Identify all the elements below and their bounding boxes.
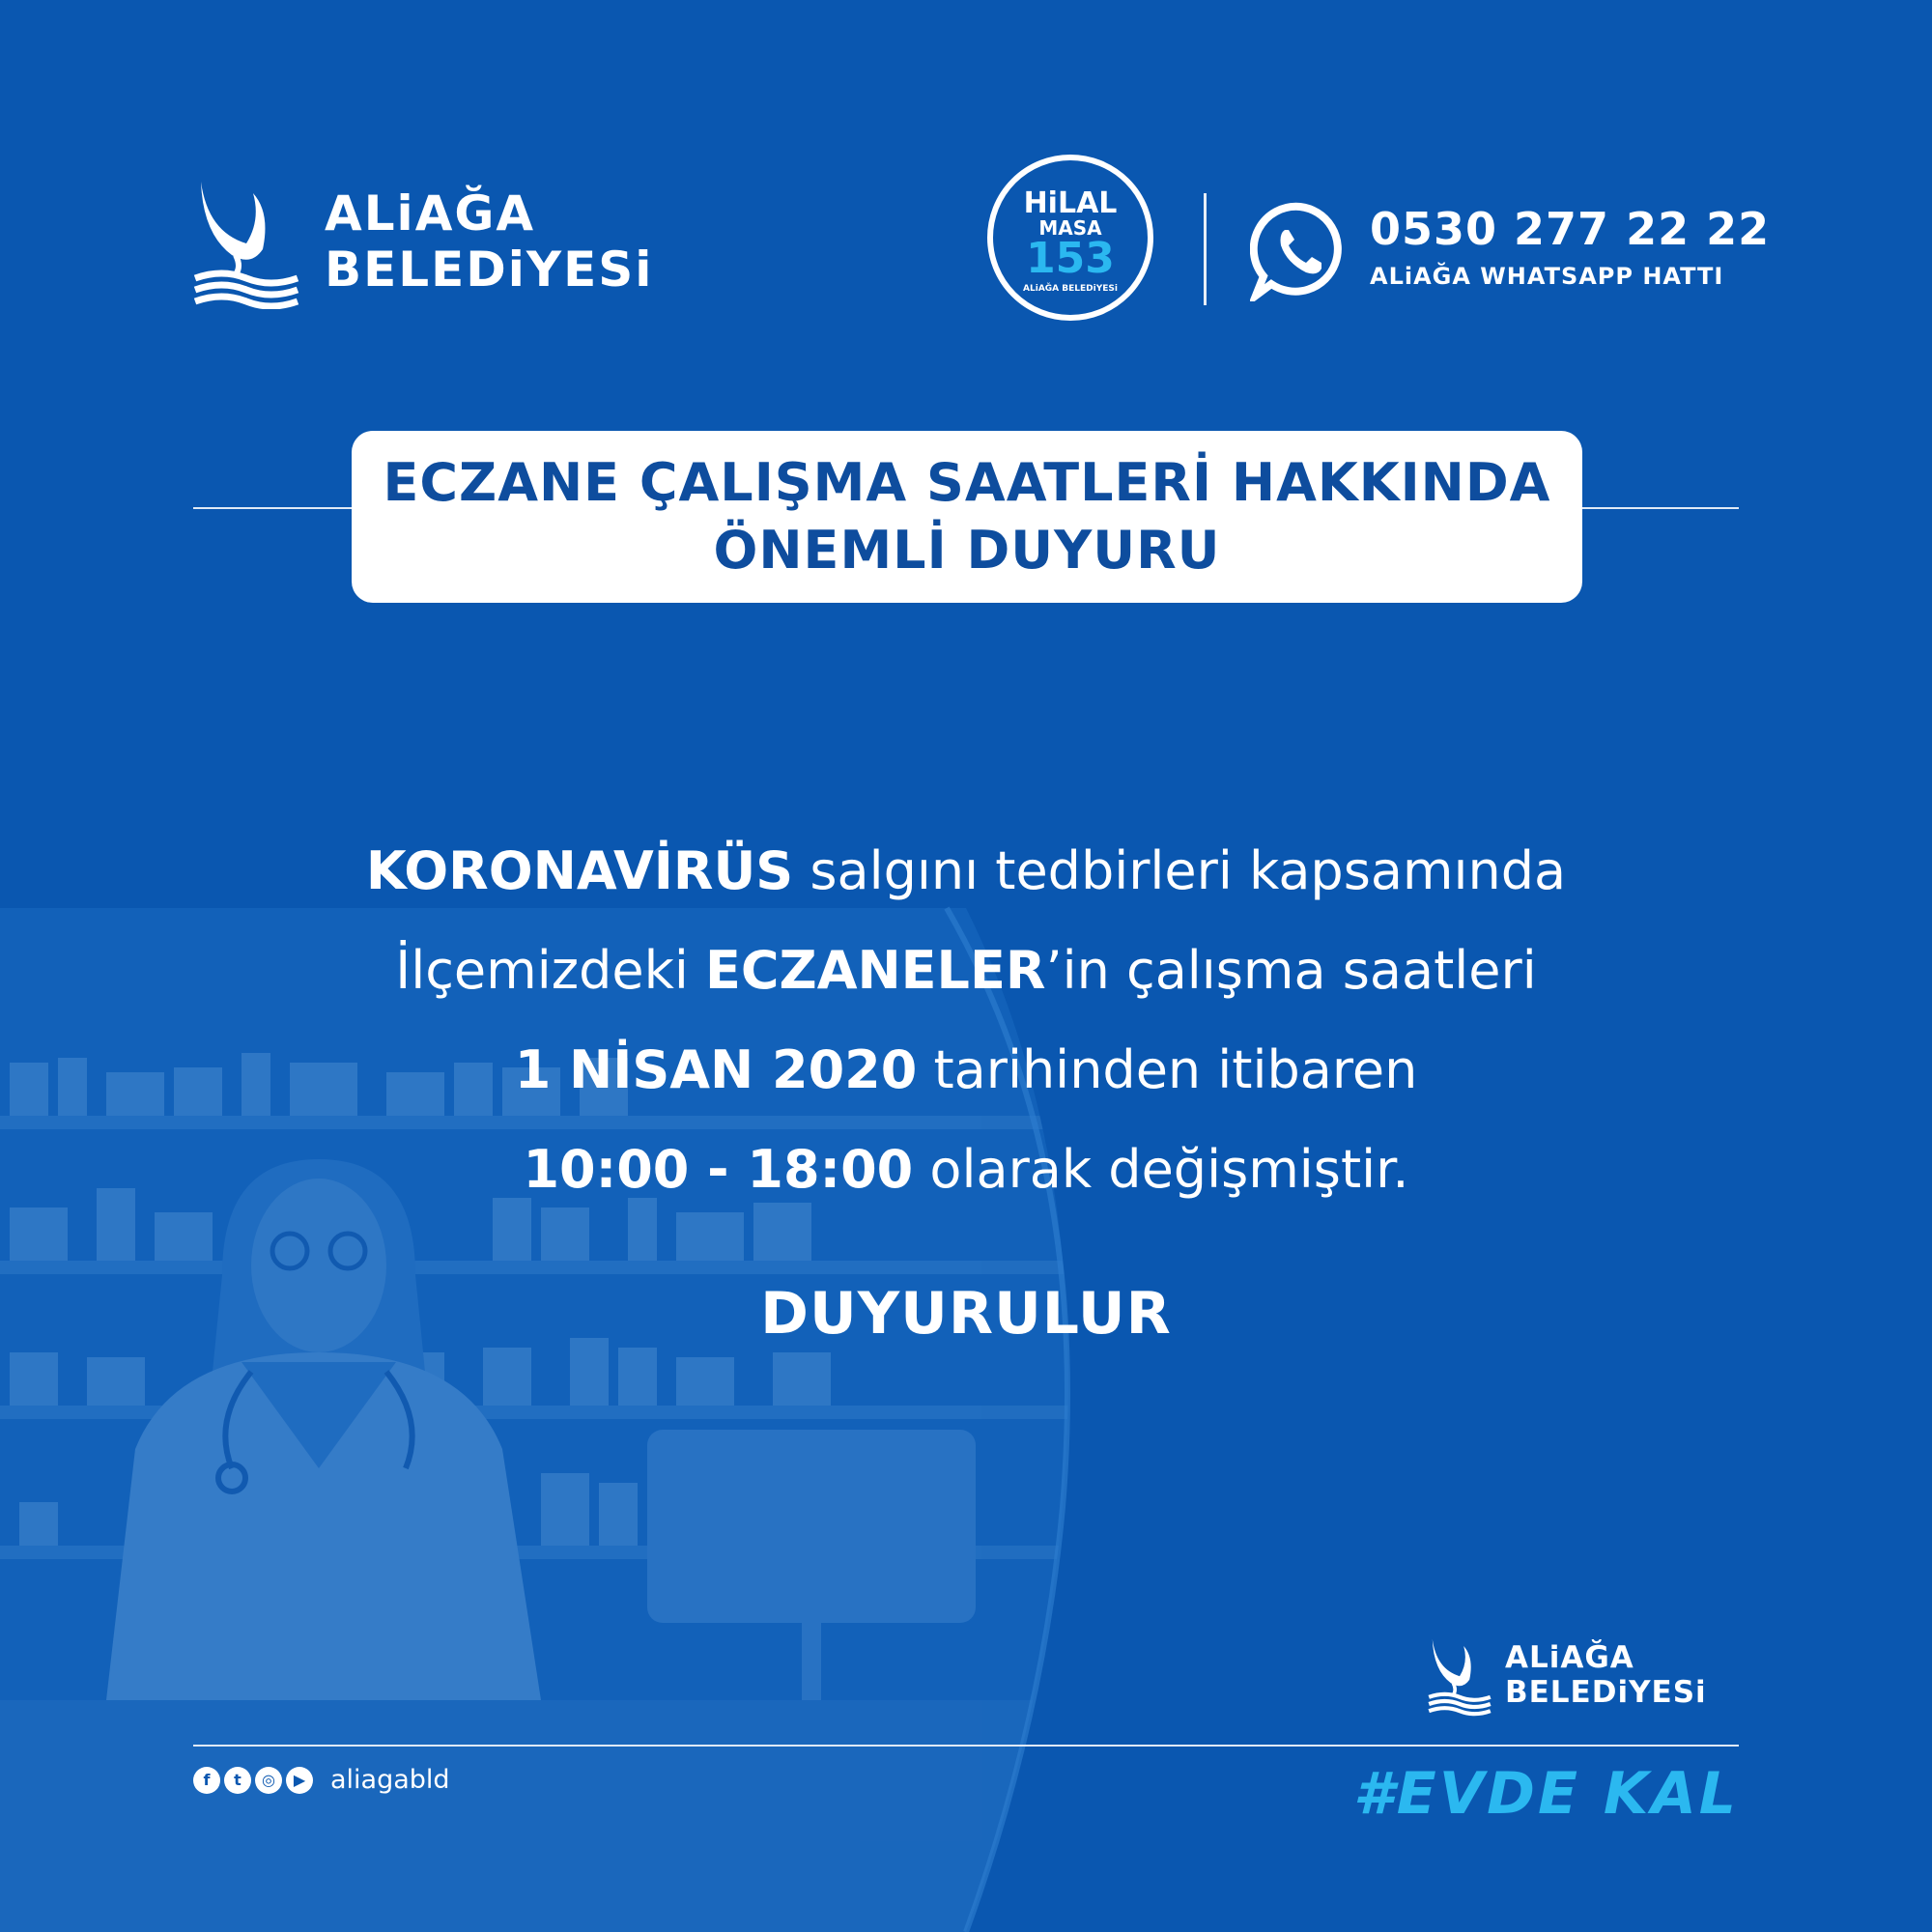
announcement-body [0,821,1932,1219]
badge-footer: ALiAĞA BELEDiYESi [1023,284,1118,294]
announcement-closing: DUYURULUR [760,1280,1172,1348]
logo-line2: BELEDiYESi [325,242,654,298]
body-line2 [0,921,1932,1020]
header-divider [1204,193,1207,305]
body-line2-pre: İlçemizdeki [395,940,706,1001]
body-line1-rest: salgını tedbirleri kapsamında [793,840,1567,901]
hashtag: #EVDE KAL [1352,1760,1739,1828]
body-line3-rest: tarihinden itibaren [917,1039,1418,1100]
logo-footer-line1: ALiAĞA [1505,1640,1634,1675]
social-handle[interactable]: aliagabld [330,1765,450,1795]
body-line3-bold: 1 NİSAN 2020 [514,1039,918,1100]
title-line1: ECZANE ÇALIŞMA SAATLERİ HAKKINDA [383,452,1551,513]
title-line2: ÖNEMLİ DUYURU [713,520,1221,581]
aliaga-logo-footer [1428,1631,1707,1719]
body-line3 [0,1020,1932,1120]
bird-wave-logo-icon [1428,1631,1492,1719]
title-box [352,431,1582,603]
logo-line1: ALiAĞA [325,185,536,242]
whatsapp-phone-number[interactable]: 0530 277 22 22 [1370,203,1771,255]
whatsapp-icon [1250,201,1350,301]
aliaga-logo [193,174,653,309]
body-line4 [0,1120,1932,1219]
logo-wordmark [325,185,653,298]
social-links [193,1766,450,1795]
twitter-icon[interactable]: t [224,1767,251,1794]
body-line1-bold: KORONAVİRÜS [365,840,794,901]
footer-rule [193,1745,1739,1747]
body-line1 [0,821,1932,921]
badge-line1: HiLAL [1023,186,1118,220]
logo-wordmark-footer [1505,1640,1707,1710]
bird-wave-logo-icon [193,174,299,309]
badge-line2: MASA [1038,216,1102,240]
hilal-masa-badge [987,155,1153,321]
youtube-icon[interactable]: ▶ [286,1767,313,1794]
whatsapp-label: ALiAĞA WHATSAPP HATTI [1370,263,1724,290]
body-line2-bold: ECZANELER [705,940,1046,1001]
logo-footer-line2: BELEDiYESi [1505,1675,1707,1710]
badge-number: 153 [1026,234,1115,283]
facebook-icon[interactable]: f [193,1767,220,1794]
instagram-icon[interactable]: ◎ [255,1767,282,1794]
body-line2-rest: ’in çalışma saatleri [1045,940,1537,1001]
body-line4-bold: 10:00 - 18:00 [523,1139,914,1200]
body-line4-rest: olarak değişmiştir. [913,1139,1409,1200]
